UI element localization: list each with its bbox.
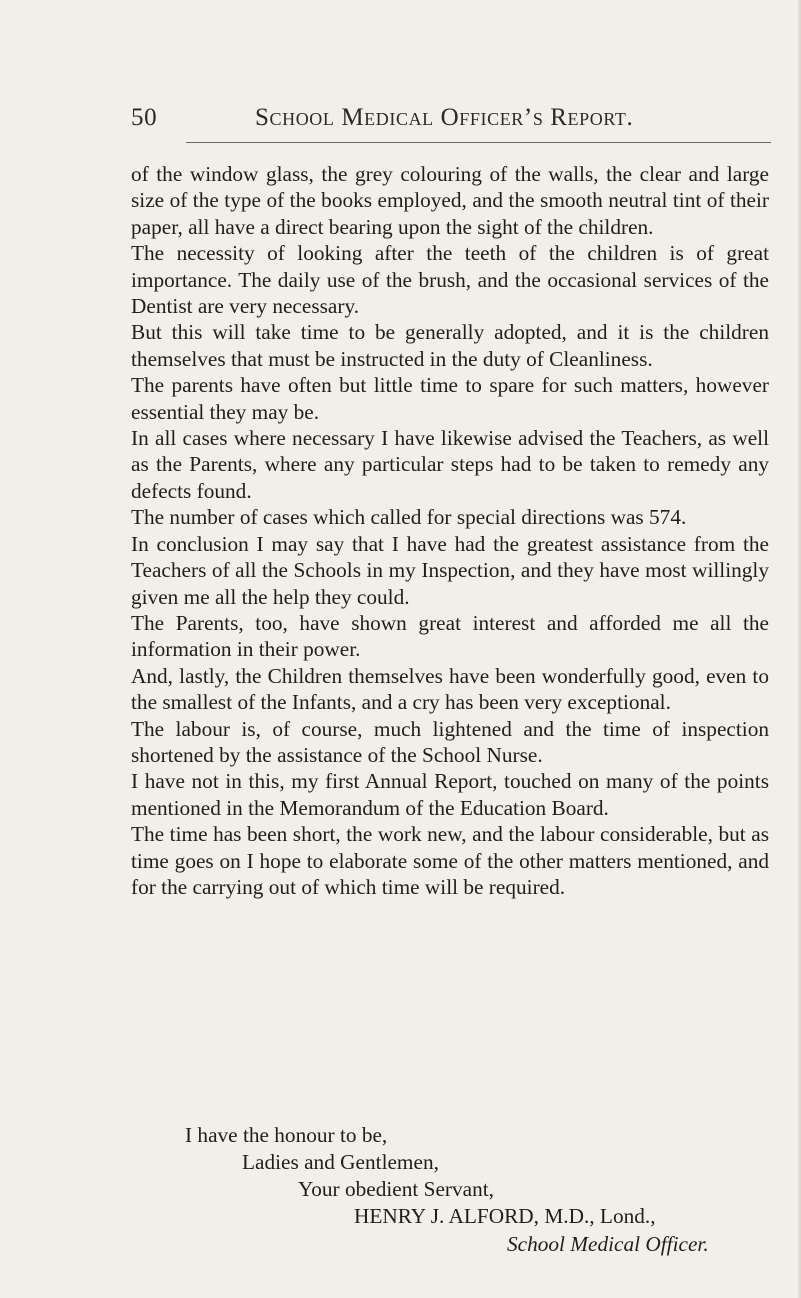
paragraph: The time has been short, the work new, and the labour considerable, but as time goes on I hope to elaborate some of the other matters mentioned, and for the carrying out of which time will be required. xyxy=(131,822,769,899)
closing-line-salutation: Ladies and Gentlemen, xyxy=(242,1150,439,1174)
paragraph: The necessity of looking after the teeth of the children is of great importance. The daily use of the brush, and the occasional services of the Dentist are very necessary. xyxy=(131,241,769,319)
paragraph: And, lastly, the Children themselves have been wonderfully good, even to the smallest of the Infants, and a cry has been very exceptional. xyxy=(131,663,769,715)
signature-name: HENRY J. ALFORD, M.D., Lond., xyxy=(354,1204,656,1228)
paragraph: of the window glass, the grey colouring of the walls, the clear and large size of the type of the books employed, and the smooth neutral tint of their paper, all have a direct bearing upon the sight of the children. xyxy=(131,162,769,239)
paragraph: In conclusion I may say that I have had the greatest assistance from the Teachers of all the Schools in my Inspection, and they have most willingly given me all the help they could. xyxy=(131,531,769,609)
paragraph: But this will take time to be generally adopted, and it is the children themselves that must be instructed in the duty of Cleanliness. xyxy=(131,320,769,371)
running-title: School Medical Officer’s Report. xyxy=(255,104,634,131)
paragraph: The labour is, of course, much lightened and the time of inspection shortened by the assistance of the School Nurse. xyxy=(131,716,769,767)
paragraph: The number of cases which called for special directions was 574. xyxy=(131,505,687,530)
paragraph: The Parents, too, have shown great interest and afforded me all the information in their power. xyxy=(131,610,769,662)
paragraph: The parents have often but little time to spare for such matters, however essential they may be. xyxy=(131,373,769,424)
paragraph: In all cases where necessary I have likewise advised the Teachers, as well as the Parents, where any particular steps had to be taken to remedy any defects found. xyxy=(131,426,769,503)
page-number: 50 xyxy=(131,104,158,131)
closing-line-servant: Your obedient Servant, xyxy=(298,1177,494,1201)
closing-line-honour: I have the honour to be, xyxy=(185,1123,388,1147)
signature-role: School Medical Officer. xyxy=(507,1232,709,1256)
paragraph: I have not in this, my first Annual Report, touched on many of the points mentioned in the Memorandum of the Education Board. xyxy=(131,769,769,820)
